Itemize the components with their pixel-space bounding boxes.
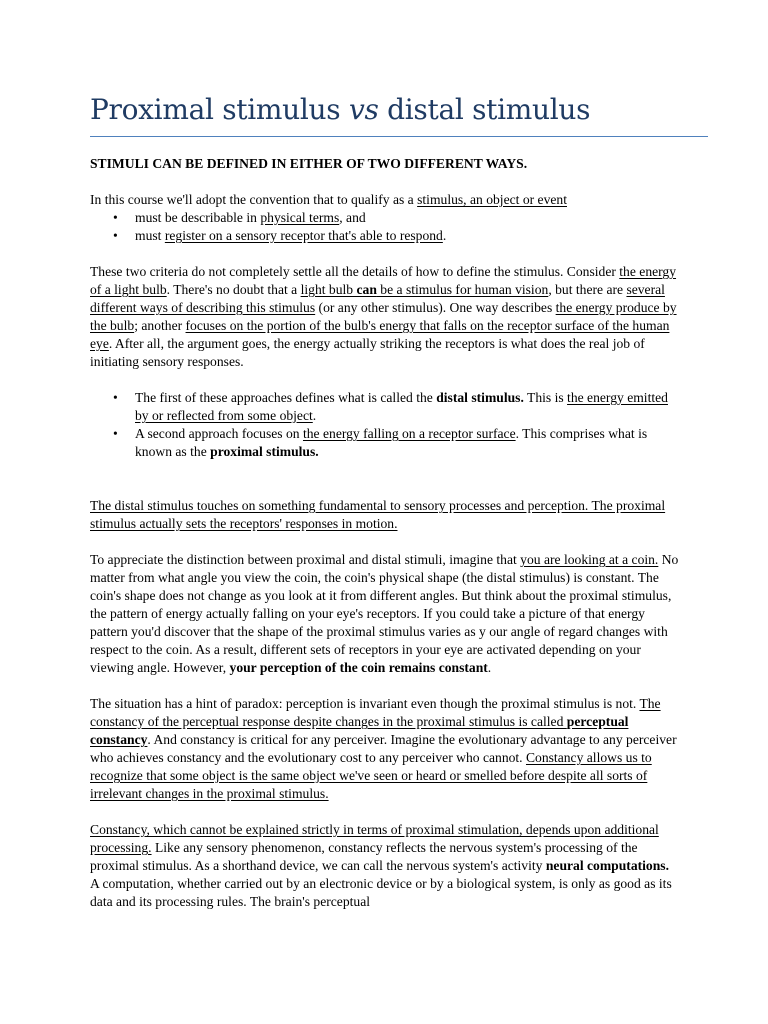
- title-underline-rule: [90, 136, 708, 137]
- paragraph-convention: In this course we'll adopt the convention that to qualify as a stimulus, an object or event: [90, 192, 567, 207]
- paragraph-processing: Constancy, which cannot be explained strictly in terms of proximal stimulation, depends upon additional processing. Like any sensory phenomenon, constancy reflects the nervous system's processing of the proximal stimulus. As a shorthand device, we can call the nervous system's activity neural computations. A computation, whether carried out by an electronic device or by a biological system, is only as good as its data and its processing rules. The brain's perceptual: [90, 822, 672, 909]
- list-item: • A second approach focuses on the energy falling on a receptor surface. This comprises what is known as the proximal stimulus.: [135, 425, 680, 461]
- paragraph-coin: To appreciate the distinction between proximal and distal stimuli, imagine that you are looking at a coin. No matter from what angle you view the coin, the coin's physical shape (the distal stimulus) is constant. The coin's shape does not change as you look at it from different angles. But think about the proximal stimulus, the pattern of energy actually falling on your eye's receptors. If you could take a picture of that energy pattern you'd discover that the shape of the proximal stimulus varies as y our angle of regard changes with respect to the coin. As a result, different sets of receptors in your eye are activated depending on your viewing angle. However, your perception of the coin remains constant.: [90, 552, 679, 675]
- list-item: • The first of these approaches defines what is called the distal stimulus. This is the energy emitted by or reflected from some object.: [135, 389, 680, 425]
- paragraph-criteria: These two criteria do not completely settle all the details of how to define the stimulus. Consider the energy of a light bulb. There's no doubt that a light bulb can be a stimulus for human vision, but there are several different ways of describing this stimulus (or any other stimulus). One way describes the energy produce by the bulb; another focuses on the portion of the bulb's energy that falls on the receptor surface of the human eye. After all, the argument goes, the energy actually striking the receptors is what does the real job of initiating sensory responses.: [90, 264, 677, 369]
- approaches-list: [90, 389, 680, 461]
- paragraph-constancy: The situation has a hint of paradox: perception is invariant even though the proximal stimulus is not. The constancy of the perceptual response despite changes in the proximal stimulus is called perceptual constancy. And constancy is critical for any perceiver. Imagine the evolutionary advantage to any perceiver who achieves constancy and the evolutionary cost to any perceiver who cannot. Constancy allows us to recognize that some object is the same object we've seen or heard or smelled before despite all sorts of irrelevant changes in the proximal stimulus.: [90, 696, 677, 801]
- page-title: Proximal stimulus vs distal stimulus: [90, 93, 591, 126]
- criteria-list: [90, 209, 680, 245]
- list-item: • must be describable in physical terms, and: [135, 209, 680, 227]
- list-item: • must register on a sensory receptor that's able to respond.: [135, 227, 680, 245]
- paragraph-fundamental: The distal stimulus touches on something fundamental to sensory processes and perception. The proximal stimulus actually sets the receptors' responses in motion.: [90, 498, 666, 531]
- section-heading: STIMULI CAN BE DEFINED IN EITHER OF TWO DIFFERENT WAYS.: [90, 156, 528, 171]
- document-body: [90, 155, 680, 911]
